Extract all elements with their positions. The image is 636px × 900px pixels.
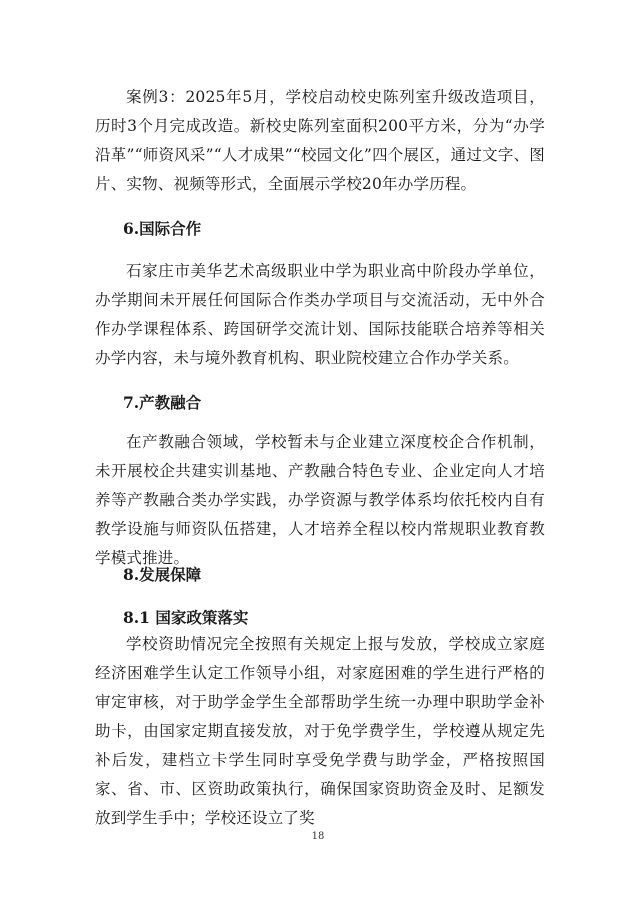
section8-heading: 8.发展保障 bbox=[123, 565, 202, 584]
section8-1-heading: 8.1 国家政策落实 bbox=[123, 608, 249, 627]
section8-1-paragraph: 学校资助情况完全按照有关规定上报与发放，学校成立家庭经济困难学生认定工作领导小组，对家庭困难的学生进行严格的审定审核，对于助学金学生全部帮助学生统一办理中职助学金补助卡，由国家定期直接发放，对于免学费学生，学校遵从规定先补后发，建档立卡学生同时享受免学费与助学金，严格按照国家、省、市、区资助政策执行，确保国家资助资金及时、足额发放到学生手中；学校还设立了奖 bbox=[95, 635, 545, 827]
section7-heading: 7.产教融合 bbox=[123, 393, 202, 412]
case3-paragraph: 案例3：2025年5月，学校启动校史陈列室升级改造项目，历时3个月完成改造。新校史陈列室面积200平方米，分为“办学沿革”“师资风采”“人才成果”“校园文化”四个展区，通过文字、图片、实物、视频等形式，全面展示学校20年办学历程。 bbox=[95, 88, 545, 193]
section6-paragraph: 石家庄市美华艺术高级职业中学为职业高中阶段办学单位，办学期间未开展任何国际合作类办学项目与交流活动，无中外合作办学课程体系、跨国研学交流计划、国际技能联合培养等相关办学内容，未与境外教育机构、职业院校建立合作办学关系。 bbox=[95, 262, 545, 367]
section7-paragraph: 在产教融合领域，学校暂未与企业建立深度校企合作机制，未开展校企共建实训基地、产教融合特色专业、企业定向人才培养等产教融合类办学实践，办学资源与教学体系均依托校内自有教学设施与师资队伍搭建，人才培养全程以校内常规职业教育教学模式推进。 bbox=[95, 433, 545, 567]
page-number: 18 bbox=[311, 831, 325, 842]
section6-heading: 6.国际合作 bbox=[123, 219, 202, 238]
